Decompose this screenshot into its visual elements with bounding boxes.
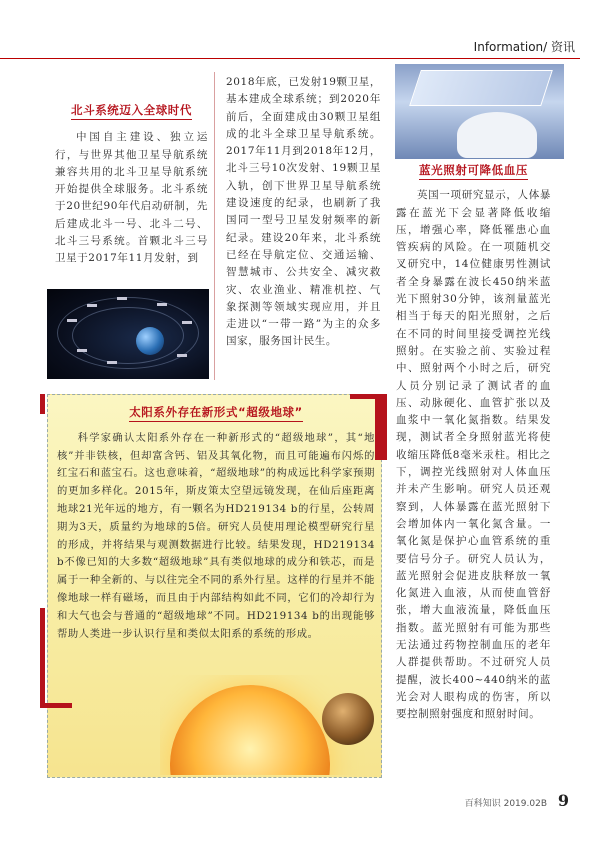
box-corner-marker [40,703,72,708]
article2-body: 英国一项研究显示，人体暴露在蓝光下会显著降低收缩压，增强心率，降低罹患心血管疾病的风险。在一项随机交叉研究中，14位健康男性测试者全身暴露在波长450纳米蓝光下照射30分钟，该剂量蓝光相当于每天的阳光照射，之后在不同的时间里接受调控光线照射。在实验之前、实验过程中、照射两个小时之后，研究人员分别记录了测试者的血压、动脉硬化、血管扩张以及血浆中一氧化氮指数。结果发现，测试者全身照射蓝光将使收缩压降低8毫米汞柱。相比之下，调控光线照射对人体血压并未产生影响。研究人员还观察到，人体暴露在蓝光照射下会增加体内一氧化氮含量。一氧化氮是保护心血管系统的重要信号分子。研究人员认为，蓝光照射会促进皮肤释放一氧化氮进入血液，从而使血管舒张，增大血液流量，降低血压指数。蓝光照射有可能为那些无法通过药物控制血压的老年人群提供帮助。不过研究人员提醒，波长400~440纳米的蓝光会对人眼构成的伤害，所以要控制照射强度和照射时间。 [396,189,551,721]
article1-title: 北斗系统迈入全球时代 [55,102,208,119]
article1-col-right [226,74,381,351]
section-header: Information/ 资讯 [473,40,575,54]
article2-title: 蓝光照射可降低血压 [396,162,551,179]
article2-col [396,162,551,724]
article3-body: 科学家确认太阳系外存在一种新形式的“超级地球”，其“地核”并非铁核，但却富含钙、铝及其氧化物，而且可能遍布闪烁的红宝石和蓝宝石。这也意味着，“超级地球”的构成远比科学家预期的更加多样化。2015年，斯皮策太空望远镜发现，在仙后座距离地球21光年远的地方，有一颗名为HD219134 b的行星，公转周期为3天，质量约为地球的5倍。研究人员使用理论模型研究行星的形成，并将结果与观测数据进行比较。结果发现，HD219134 b不像已知的大多数“超级地球”具有类似地球的成分和铁芯，而是属于一种全新的、与以往完全不同的系外行星。这样的行星并不能像地球一样有磁场，而且由于内部结构如此不同，它们的冷却行为和大气也会与普通的“超级地球”不同。HD219134 b的出现能够帮助人类进一步认识行星和类似太阳系的系统的形成。 [57,431,375,640]
journal-name: 百科知识 2019.02B [464,799,547,809]
star-sun [170,685,330,775]
article1-para1: 中国自主建设、独立运行，与世界其他卫星导航系统兼容共用的北斗卫星导航系统开始提供全球服务。北斗系统于20世纪90年代启动研制，先后建成北斗一号、北斗二号、北斗三号系统。首颗北斗三号卫星于2017年11月发射，到 [55,131,208,265]
article3-title: 太阳系外存在新形式“超级地球” [57,404,375,422]
box-corner-marker [40,394,45,414]
box-corner-marker [350,394,387,399]
box-corner-marker [375,394,387,460]
article1-para2: 2018年底，已发射19颗卫星，基本建成全球系统；到2020年前后，全面建成由30颗卫星组成的北斗全球卫星导航系统。2017年11月到2018年12月，北斗三号10次发射、19颗卫星入轨，创下世界卫星导航系统建设速度的纪录，也刷新了我国同一型号卫星发射频率的新纪录。建设20年来，北斗系统已经在导航定位、交通运输、智慧城市、公共安全、减灾救灾、农业渔业、精准机控、气象探测等领域实现应用，并且走进以“一带一路”为主的众多国家，服务国计民生。 [226,76,381,348]
earth-globe [136,327,164,355]
patient-face [457,112,537,158]
blue-light-lamp-image [395,64,564,159]
page-number: 9 [557,791,569,810]
column-divider [214,72,215,380]
box-corner-marker [40,608,45,708]
beidou-satellite-image [47,289,209,379]
article3-text [57,404,375,643]
super-earth-image [160,675,380,775]
header-rule [0,58,580,59]
exoplanet [322,693,374,745]
article1-col-left [55,102,208,268]
